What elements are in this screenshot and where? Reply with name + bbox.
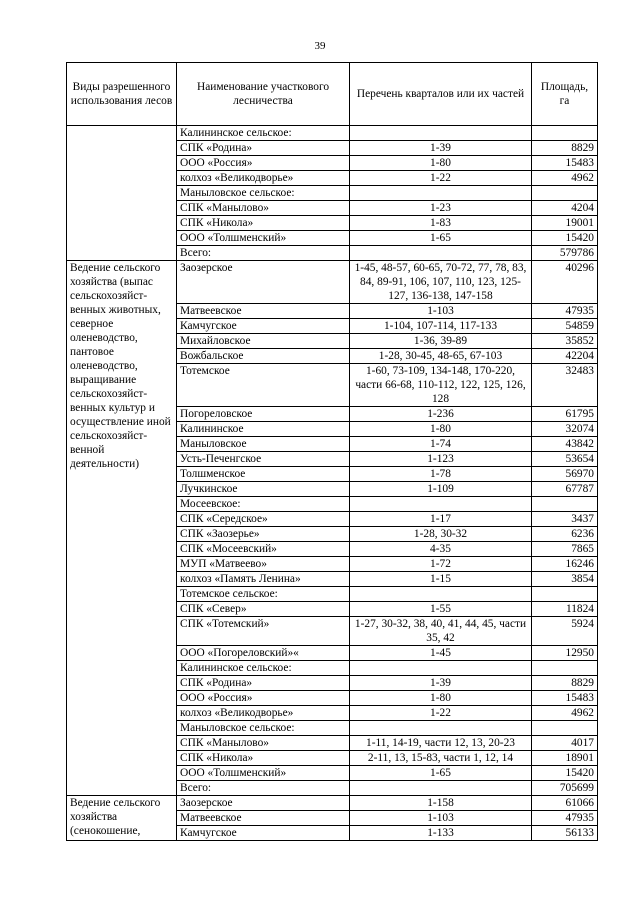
area-cell: 61066 [532, 796, 598, 811]
quarters-cell: 1-72 [350, 557, 532, 572]
area-cell: 35852 [532, 334, 598, 349]
header-quarters: Перечень кварталов или их частей [350, 63, 532, 126]
forestry-name-cell: СПК «Манылово» [177, 201, 350, 216]
area-cell: 61795 [532, 407, 598, 422]
quarters-cell: 1-45 [350, 646, 532, 661]
forestry-name-cell: ООО «Толшменский» [177, 766, 350, 781]
forestry-name-cell: ООО «Россия» [177, 691, 350, 706]
forestry-name-cell: колхоз «Великодворье» [177, 706, 350, 721]
quarters-cell: 1-78 [350, 467, 532, 482]
area-cell: 32074 [532, 422, 598, 437]
area-cell: 19001 [532, 216, 598, 231]
area-cell: 3854 [532, 572, 598, 587]
quarters-cell: 1-109 [350, 482, 532, 497]
forestry-name-cell: Маныловское [177, 437, 350, 452]
area-cell [532, 587, 598, 602]
area-cell: 40296 [532, 261, 598, 304]
forestry-name-cell: Матвеевское [177, 304, 350, 319]
quarters-cell: 1-65 [350, 766, 532, 781]
quarters-cell: 1-36, 39-89 [350, 334, 532, 349]
quarters-cell: 1-74 [350, 437, 532, 452]
area-cell [532, 721, 598, 736]
quarters-cell: 1-28, 30-45, 48-65, 67-103 [350, 349, 532, 364]
area-cell: 4017 [532, 736, 598, 751]
total-area: 579786 [532, 246, 598, 261]
area-cell: 6236 [532, 527, 598, 542]
forestry-name-cell: Маныловское сельское: [177, 186, 350, 201]
forestry-name-cell: Погореловское [177, 407, 350, 422]
forestry-name-cell: Усть-Печенгское [177, 452, 350, 467]
area-cell: 47935 [532, 811, 598, 826]
quarters-cell: 1-236 [350, 407, 532, 422]
quarters-cell [350, 497, 532, 512]
quarters-cell: 1-39 [350, 676, 532, 691]
forestry-name-cell: СПК «Север» [177, 602, 350, 617]
area-cell: 3437 [532, 512, 598, 527]
forestry-name-cell: колхоз «Память Ленина» [177, 572, 350, 587]
area-cell: 16246 [532, 557, 598, 572]
header-use-type: Виды разрешенного использования лесов [67, 63, 177, 126]
quarters-cell: 1-27, 30-32, 38, 40, 41, 44, 45, части 35, 42 [350, 617, 532, 646]
forestry-name-cell: СПК «Мосеевский» [177, 542, 350, 557]
area-cell: 15483 [532, 156, 598, 171]
forest-use-table [66, 62, 598, 841]
quarters-cell [350, 721, 532, 736]
forestry-name-cell: СПК «Родина» [177, 141, 350, 156]
area-cell: 56970 [532, 467, 598, 482]
area-cell: 5924 [532, 617, 598, 646]
area-cell: 7865 [532, 542, 598, 557]
table-row [67, 261, 598, 304]
quarters-cell: 1-80 [350, 156, 532, 171]
quarters-cell: 1-55 [350, 602, 532, 617]
page-number: 39 [314, 40, 326, 52]
area-cell: 4962 [532, 171, 598, 186]
forestry-name-cell: Мосеевское: [177, 497, 350, 512]
area-cell: 47935 [532, 304, 598, 319]
area-cell: 8829 [532, 141, 598, 156]
forestry-name-cell: Матвеевское [177, 811, 350, 826]
quarters-cell: 1-15 [350, 572, 532, 587]
area-cell: 11824 [532, 602, 598, 617]
forestry-name-cell: СПК «Никола» [177, 751, 350, 766]
area-cell [532, 186, 598, 201]
quarters-cell: 1-83 [350, 216, 532, 231]
area-cell [532, 661, 598, 676]
quarters-cell: 1-123 [350, 452, 532, 467]
total-quarters-empty [350, 246, 532, 261]
forestry-name-cell: Калининское сельское: [177, 661, 350, 676]
total-area: 705699 [532, 781, 598, 796]
quarters-cell [350, 186, 532, 201]
quarters-cell [350, 126, 532, 141]
use-type-cell: Ведение сельского хозяйства (сенокошение, [67, 796, 177, 841]
forestry-name-cell: колхоз «Великодворье» [177, 171, 350, 186]
table-body [67, 126, 598, 841]
table-row [67, 796, 598, 811]
forestry-name-cell: Вожбальское [177, 349, 350, 364]
forestry-name-cell: Калининское сельское: [177, 126, 350, 141]
forestry-name-cell: СПК «Родина» [177, 676, 350, 691]
header-forestry-name: Наименование участкового лесничества [177, 63, 350, 126]
forestry-name-cell: Маныловское сельское: [177, 721, 350, 736]
quarters-cell [350, 661, 532, 676]
quarters-cell: 4-35 [350, 542, 532, 557]
forestry-name-cell: СПК «Заозерье» [177, 527, 350, 542]
forestry-name-cell: Заозерское [177, 796, 350, 811]
area-cell [532, 126, 598, 141]
forestry-name-cell: Камчугское [177, 826, 350, 841]
total-label: Всего: [177, 781, 350, 796]
area-cell: 4962 [532, 706, 598, 721]
total-label: Всего: [177, 246, 350, 261]
area-cell: 32483 [532, 364, 598, 407]
forestry-name-cell: Лучкинское [177, 482, 350, 497]
quarters-cell: 1-80 [350, 691, 532, 706]
quarters-cell: 1-23 [350, 201, 532, 216]
quarters-cell: 2-11, 13, 15-83, части 1, 12, 14 [350, 751, 532, 766]
forestry-name-cell: ООО «Толшменский» [177, 231, 350, 246]
header-area: Площадь, га [532, 63, 598, 126]
quarters-cell: 1-65 [350, 231, 532, 246]
quarters-cell: 1-17 [350, 512, 532, 527]
quarters-cell: 1-45, 48-57, 60-65, 70-72, 77, 78, 83, 84, 89-91, 106, 107, 110, 123, 125-127, 136-138, 147-158 [350, 261, 532, 304]
area-cell: 8829 [532, 676, 598, 691]
total-quarters-empty [350, 781, 532, 796]
forestry-name-cell: Михайловское [177, 334, 350, 349]
area-cell: 4204 [532, 201, 598, 216]
quarters-cell: 1-104, 107-114, 117-133 [350, 319, 532, 334]
quarters-cell: 1-133 [350, 826, 532, 841]
area-cell: 53654 [532, 452, 598, 467]
area-cell: 56133 [532, 826, 598, 841]
forestry-name-cell: СПК «Манылово» [177, 736, 350, 751]
quarters-cell: 1-11, 14-19, части 12, 13, 20-23 [350, 736, 532, 751]
quarters-cell: 1-80 [350, 422, 532, 437]
forestry-name-cell: СПК «Середское» [177, 512, 350, 527]
area-cell: 15420 [532, 766, 598, 781]
quarters-cell: 1-158 [350, 796, 532, 811]
area-cell: 54859 [532, 319, 598, 334]
forestry-name-cell: Тотемское сельское: [177, 587, 350, 602]
forestry-name-cell: Тотемское [177, 364, 350, 407]
quarters-cell: 1-22 [350, 171, 532, 186]
area-cell [532, 497, 598, 512]
forestry-name-cell: МУП «Матвеево» [177, 557, 350, 572]
forestry-name-cell: ООО «Россия» [177, 156, 350, 171]
forestry-name-cell: Калининское [177, 422, 350, 437]
quarters-cell: 1-60, 73-109, 134-148, 170-220, части 66-68, 110-112, 122, 125, 126, 128 [350, 364, 532, 407]
forestry-name-cell: Камчугское [177, 319, 350, 334]
area-cell: 43842 [532, 437, 598, 452]
quarters-cell: 1-103 [350, 811, 532, 826]
quarters-cell: 1-39 [350, 141, 532, 156]
table-row [67, 126, 598, 141]
area-cell: 12950 [532, 646, 598, 661]
area-cell: 15420 [532, 231, 598, 246]
area-cell: 67787 [532, 482, 598, 497]
area-cell: 42204 [532, 349, 598, 364]
area-cell: 15483 [532, 691, 598, 706]
forestry-name-cell: Толшменское [177, 467, 350, 482]
area-cell: 18901 [532, 751, 598, 766]
forestry-name-cell: СПК «Тотемский» [177, 617, 350, 646]
quarters-cell: 1-22 [350, 706, 532, 721]
forestry-name-cell: СПК «Никола» [177, 216, 350, 231]
quarters-cell [350, 587, 532, 602]
use-type-cell: Ведение сельского хозяйства (выпас сельскохозяйст-венных животных, северное оленеводство, пантовое оленеводство, выращивание сельскохозяйст-венных культур и осуществление иной сельскохозяйст-венной деятельности) [67, 261, 177, 796]
forestry-name-cell: Заозерское [177, 261, 350, 304]
forestry-name-cell: ООО «Погореловский»« [177, 646, 350, 661]
quarters-cell: 1-28, 30-32 [350, 527, 532, 542]
use-type-cell [67, 126, 177, 261]
table-header-row [67, 63, 598, 126]
quarters-cell: 1-103 [350, 304, 532, 319]
